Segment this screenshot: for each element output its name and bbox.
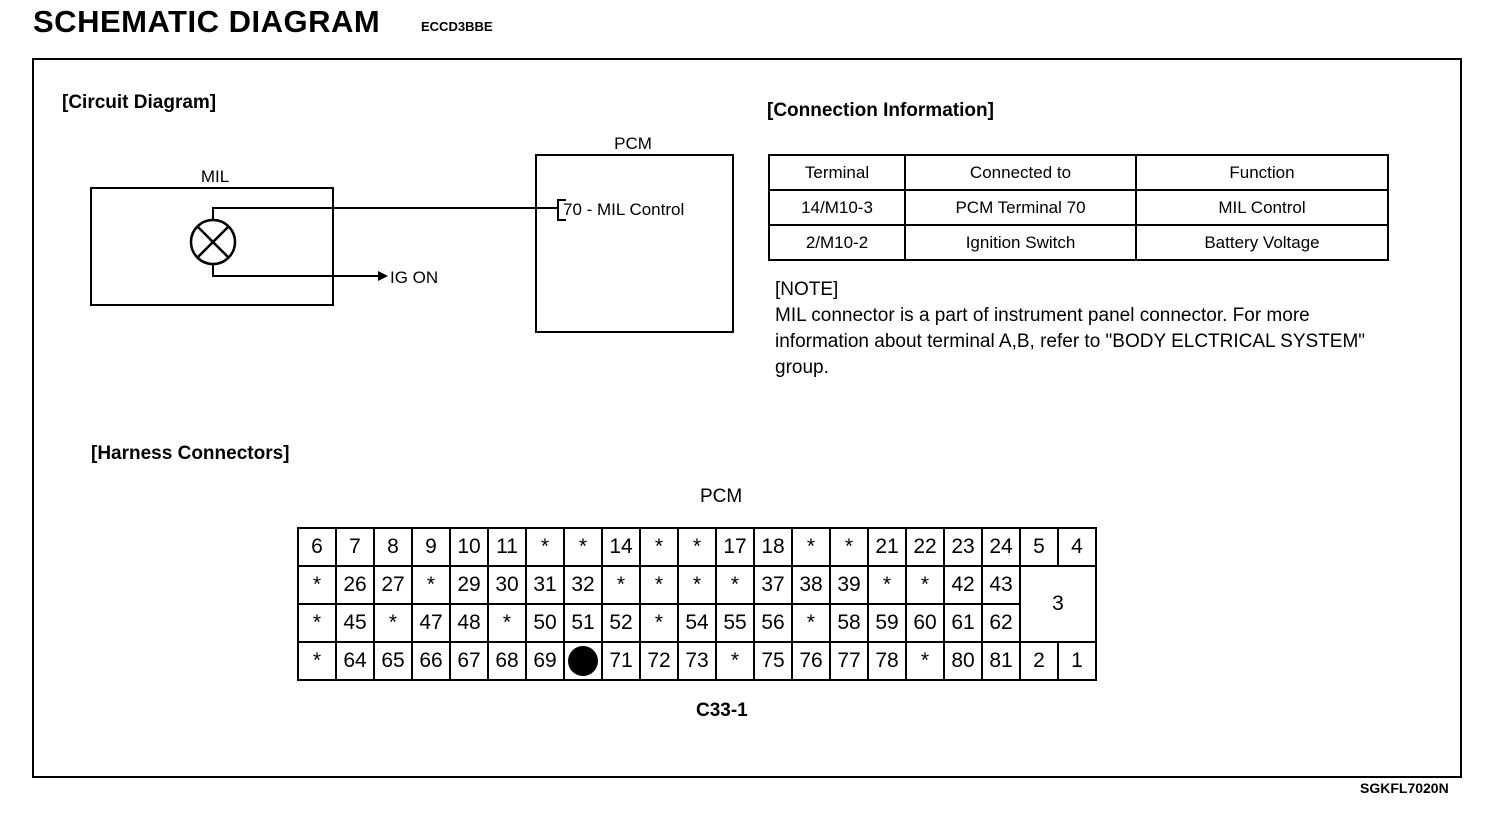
pin-row (298, 604, 1096, 642)
cell-terminal: 14/M10-3 (769, 190, 905, 225)
pin-cell: 72 (640, 642, 678, 680)
harness-connectors-title: [Harness Connectors] (91, 443, 290, 464)
pcm-terminal-label: 70 - MIL Control (563, 200, 685, 219)
pin-cell: * (792, 528, 830, 566)
pin-row (298, 528, 1096, 566)
note-text: MIL connector is a part of instrument panel connector. For more information about terminal A,B, refer to "BODY ELCTRICAL SYSTEM" group. (775, 305, 1366, 378)
pin-cell: * (678, 566, 716, 604)
connection-info-title: [Connection Information] (767, 100, 994, 121)
pin-cell: 51 (564, 604, 602, 642)
pcm-box (536, 155, 733, 332)
circuit-diagram (0, 0, 760, 360)
pin-cell: * (640, 566, 678, 604)
pin-cell: 29 (450, 566, 488, 604)
ig-on-label: IG ON (390, 268, 439, 287)
page-title: SCHEMATIC DIAGRAM (33, 4, 381, 39)
pin-cell: 78 (868, 642, 906, 680)
pin-cell: 1 (1058, 642, 1096, 680)
pin-cell: 14 (602, 528, 640, 566)
pin-cell: 6 (298, 528, 336, 566)
pin-cell: * (602, 566, 640, 604)
table-row (769, 190, 1388, 225)
arrow-icon (378, 271, 388, 281)
pin-cell: 39 (830, 566, 868, 604)
pin-row (298, 566, 1096, 604)
pin-cell: * (716, 642, 754, 680)
header-function: Function (1136, 155, 1388, 190)
pin-cell: 77 (830, 642, 868, 680)
pin-cell: 81 (982, 642, 1020, 680)
connection-table (768, 154, 1389, 261)
pin-cell: 37 (754, 566, 792, 604)
pin-cell: 52 (602, 604, 640, 642)
pin-cell: * (868, 566, 906, 604)
mil-control-wire (213, 208, 558, 220)
table-header-row (769, 155, 1388, 190)
pin-cell: 2 (1020, 642, 1058, 680)
pin-cell: 71 (602, 642, 640, 680)
note-title: [NOTE] (775, 279, 839, 300)
pin-cell: 54 (678, 604, 716, 642)
pin-cell: 8 (374, 528, 412, 566)
cell-terminal: 2/M10-2 (769, 225, 905, 260)
pin-cell: * (298, 642, 336, 680)
cell-function: MIL Control (1136, 190, 1388, 225)
pin-cell: * (640, 528, 678, 566)
pin-cell: * (298, 604, 336, 642)
pin-cell: 48 (450, 604, 488, 642)
pcm-label: PCM (614, 134, 652, 153)
pin-cell: 50 (526, 604, 564, 642)
pin-cell: 27 (374, 566, 412, 604)
pin-cell: 73 (678, 642, 716, 680)
pin-cell: * (906, 566, 944, 604)
pin-cell: 38 (792, 566, 830, 604)
figure-code: SGKFL7020N (1360, 780, 1449, 796)
pin-cell: * (640, 604, 678, 642)
pin-cell: 55 (716, 604, 754, 642)
pin-cell: 59 (868, 604, 906, 642)
pin-cell: 75 (754, 642, 792, 680)
pin-cell: 21 (868, 528, 906, 566)
pin-cell: 9 (412, 528, 450, 566)
pin-cell: * (716, 566, 754, 604)
pin-cell: 56 (754, 604, 792, 642)
pin-cell: 31 (526, 566, 564, 604)
pin-cell: * (374, 604, 412, 642)
pin-cell: 4 (1058, 528, 1096, 566)
pin-marker-icon (568, 646, 598, 676)
pin-cell: 60 (906, 604, 944, 642)
lamp-icon (191, 220, 235, 264)
pin-cell: 10 (450, 528, 488, 566)
pin-cell: 61 (944, 604, 982, 642)
pin-row (298, 642, 1096, 680)
pin-cell: 22 (906, 528, 944, 566)
pin-cell: 66 (412, 642, 450, 680)
pin-cell: * (792, 604, 830, 642)
pin-cell: 65 (374, 642, 412, 680)
table-row (769, 225, 1388, 260)
pin-cell: 5 (1020, 528, 1058, 566)
pin-cell: 47 (412, 604, 450, 642)
pcm-pin-grid (297, 527, 1097, 681)
pin-cell: 17 (716, 528, 754, 566)
pin-cell: 69 (526, 642, 564, 680)
header-connected-to: Connected to (905, 155, 1136, 190)
pin-cell: 68 (488, 642, 526, 680)
pin-cell: 42 (944, 566, 982, 604)
circuit-diagram-title: [Circuit Diagram] (62, 92, 217, 113)
pin-cell: 30 (488, 566, 526, 604)
pin-cell: * (488, 604, 526, 642)
cell-connected-to: PCM Terminal 70 (905, 190, 1136, 225)
pin-cell: 24 (982, 528, 1020, 566)
document-code: ECCD3BBE (421, 19, 493, 34)
pin-cell: 58 (830, 604, 868, 642)
pin-cell (564, 642, 602, 680)
pin-cell: * (526, 528, 564, 566)
header-terminal: Terminal (769, 155, 905, 190)
pin-cell: 23 (944, 528, 982, 566)
pin-cell: * (830, 528, 868, 566)
pin-cell: 32 (564, 566, 602, 604)
ig-wire (213, 264, 380, 276)
pin-cell: * (412, 566, 450, 604)
pin-cell: 62 (982, 604, 1020, 642)
pin-cell: 26 (336, 566, 374, 604)
pin-cell: * (906, 642, 944, 680)
cell-function: Battery Voltage (1136, 225, 1388, 260)
pin-cell: 45 (336, 604, 374, 642)
pin-cell: * (298, 566, 336, 604)
pin-cell: 7 (336, 528, 374, 566)
cell-connected-to: Ignition Switch (905, 225, 1136, 260)
pcm-connector-label: PCM (700, 486, 743, 507)
pin-cell: * (564, 528, 602, 566)
pin-cell: 80 (944, 642, 982, 680)
pin-cell: 43 (982, 566, 1020, 604)
note-block (775, 277, 1395, 381)
mil-label: MIL (200, 167, 230, 186)
pin-cell: 64 (336, 642, 374, 680)
connector-id: C33-1 (696, 700, 748, 721)
pin-cell: 3 (1020, 566, 1096, 642)
pin-cell: 67 (450, 642, 488, 680)
pin-cell: * (678, 528, 716, 566)
pin-cell: 11 (488, 528, 526, 566)
mil-box (91, 188, 333, 305)
pin-cell: 18 (754, 528, 792, 566)
pin-cell: 76 (792, 642, 830, 680)
